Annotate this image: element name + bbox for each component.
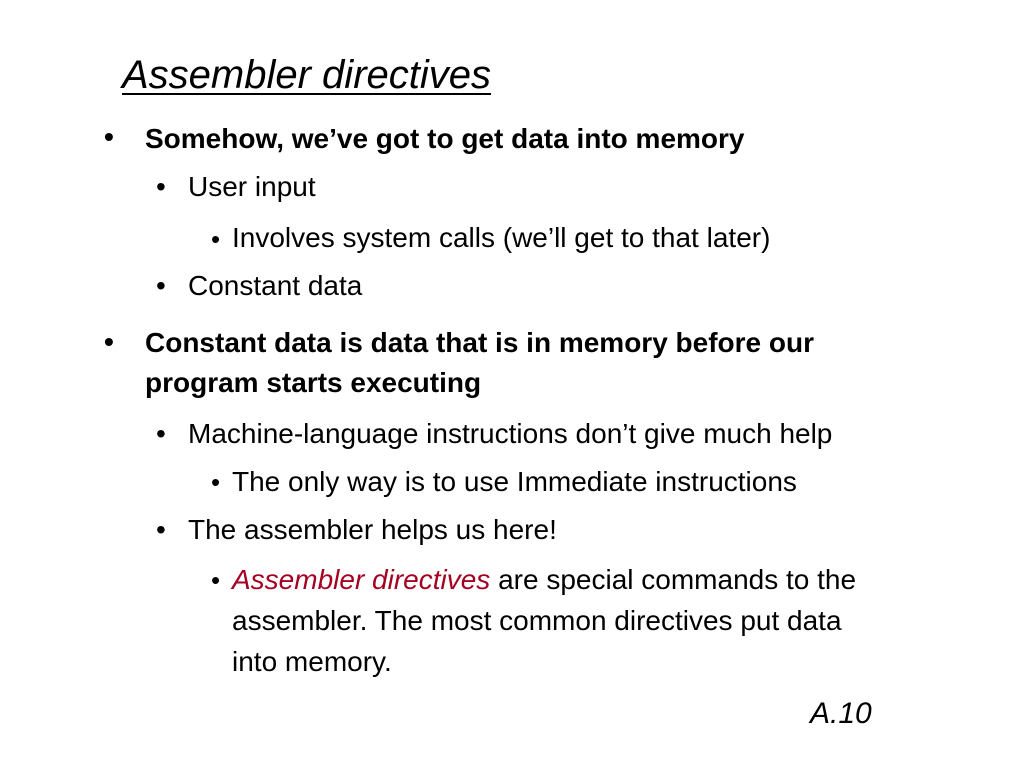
- bullet-marker: •: [156, 418, 166, 449]
- bullet-1-sub-1: User input: [188, 171, 316, 202]
- highlight-term: Assembler directives: [232, 564, 491, 595]
- slide-number: A.10: [810, 697, 872, 730]
- bullet-1-sub-1-1: Involves system calls (we’ll get to that later): [232, 222, 771, 253]
- bullet-marker: •: [211, 224, 221, 254]
- bullet-marker: •: [156, 514, 166, 545]
- bullet-2-sub-1-1: The only way is to use Immediate instructions: [232, 466, 797, 497]
- bullet-marker: •: [156, 270, 166, 301]
- slide-title: Assembler directives: [122, 53, 492, 97]
- bullet-marker: •: [104, 326, 114, 357]
- bullet-marker: •: [211, 565, 221, 595]
- bullet-2-line-1: Constant data is data that is in memory before our: [145, 327, 815, 358]
- bullet-2-sub-2-1-line-2: assembler. The most common directives put data: [232, 605, 842, 636]
- bullet-2-sub-2: The assembler helps us here!: [188, 514, 557, 545]
- bullet-1-sub-2: Constant data: [188, 270, 363, 301]
- bullet-marker: •: [104, 121, 114, 152]
- bullet-2-sub-2-1-line-3: into memory.: [232, 646, 392, 677]
- bullet-marker: •: [156, 171, 166, 202]
- bullet-1-text: Somehow, we’ve got to get data into memory: [145, 123, 745, 154]
- bullet-2-sub-2-1-rest: are special commands to the: [490, 564, 857, 595]
- bullet-2-sub-1: Machine-language instructions don’t give much help: [188, 418, 833, 449]
- bullet-2-line-2: program starts executing: [145, 367, 482, 398]
- bullet-marker: •: [211, 467, 221, 497]
- bullet-2-sub-2-1-line-1: [232, 561, 856, 599]
